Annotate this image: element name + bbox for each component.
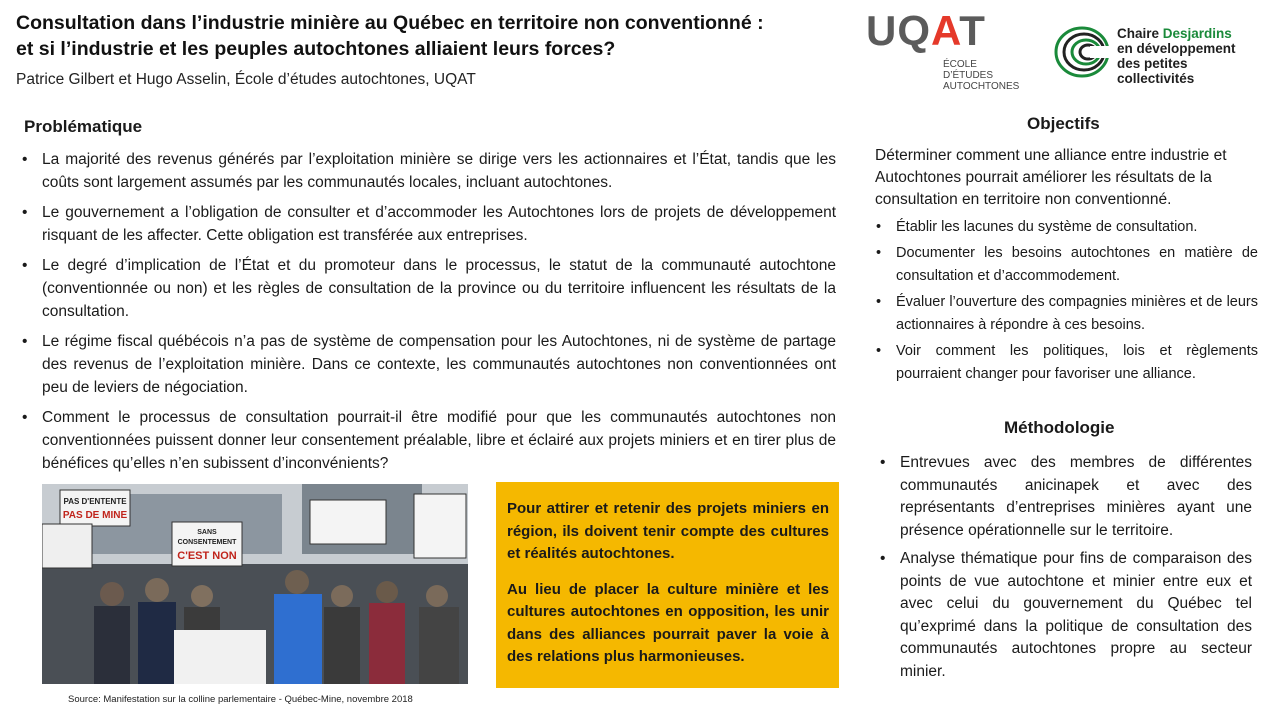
uqat-wordmark: UQAT: [866, 7, 986, 54]
objectifs-intro: Déterminer comment une alliance entre industrie et Autochtones pourrait améliorer les résultats de la consultation en territoire non conventionné.: [875, 147, 1227, 208]
list-item: • Analyse thématique pour fins de comparaison des points de vue autochtone et minier entre eux et avec celui du gouvernement du Québec tel qu’exprimé dans la politique de consultation des communautés autochtones propre au secteur minier.: [878, 548, 1252, 683]
key-message-1: Pour attirer et retenir des projets miniers en région, ils doivent tenir compte des cultures et réalités autochtones.: [507, 500, 829, 562]
objectifs-heading: Objectifs: [1027, 114, 1100, 133]
sign-cest-non: [172, 522, 242, 566]
desjardins-text: Chaire Desjardins en développement des petites collectivités: [1117, 26, 1236, 86]
svg-text:C'EST NON: C'EST NON: [177, 550, 237, 562]
list-item: • Le gouvernement a l’obligation de consulter et d’accommoder les Autochtones lors de projets de développement risquant de les affecter. Cette obligation est transférée aux entreprises.: [20, 201, 836, 247]
protest-photo-illustration: [42, 484, 468, 684]
title-line-2: et si l’industrie et les peuples autochtones alliaient leurs forces?: [16, 38, 616, 60]
objectifs-list: [874, 216, 1258, 389]
methodologie-heading: Méthodologie: [1004, 418, 1115, 437]
key-message-box: [496, 482, 839, 688]
svg-text:PAS DE MINE: PAS DE MINE: [62, 510, 128, 521]
list-item: • Établir les lacunes du système de consultation.: [874, 216, 1258, 239]
list-item: • Entrevues avec des membres de différentes communautés anicinapek et avec des représentants d’entreprises minières ayant une présence opérationnelle sur le territoire.: [878, 452, 1252, 542]
key-message-2: Au lieu de placer la culture minière et les cultures autochtones en opposition, les unir dans des alliances pourrait paver la voie à des relations plus harmonieuses.: [507, 580, 829, 665]
uqat-subtitle: ÉCOLE D’ÉTUDES AUTOCHTONES: [943, 59, 1020, 92]
methodologie-list: [878, 452, 1252, 689]
svg-text:CONSENTEMENT: CONSENTEMENT: [177, 539, 237, 546]
problematique-list: [20, 148, 836, 482]
desjardins-swirl-icon: [1054, 24, 1114, 80]
uqat-logo: [866, 7, 1026, 92]
sign-pas-de-mine: [60, 490, 130, 526]
list-item: • Le degré d’implication de l’État et du promoteur dans le processus, le statut de la communauté autochtone (conventionnée ou non) et les règles de consultation de la province ou du territoire influencent les résultats de la consultation.: [20, 254, 836, 323]
list-item: • Voir comment les politiques, lois et règlements pourraient changer pour favoriser une alliance.: [874, 340, 1258, 386]
authors: Patrice Gilbert et Hugo Asselin, École d’études autochtones, UQAT: [16, 71, 476, 88]
problematique-heading: Problématique: [24, 117, 143, 136]
svg-text:SANS: SANS: [197, 529, 217, 536]
desjardins-logo: [1054, 24, 1266, 84]
page-title: [16, 10, 846, 62]
title-line-1: Consultation dans l’industrie minière au Québec en territoire non conventionné :: [16, 12, 764, 34]
list-item: • Documenter les besoins autochtones en matière de consultation et d’accommodement.: [874, 242, 1258, 288]
list-item: • Évaluer l’ouverture des compagnies minières et de leurs actionnaires à répondre à ces besoins.: [874, 291, 1258, 337]
list-item: • La majorité des revenus générés par l’exploitation minière se dirige vers les actionnaires et l’État, tandis que les coûts sont largement assumés par les communautés locales, incluant autochtones.: [20, 148, 836, 194]
svg-text:PAS D'ENTENTE: PAS D'ENTENTE: [63, 497, 127, 506]
protest-photo: [42, 484, 468, 684]
photo-caption: Source: Manifestation sur la colline parlementaire - Québec-Mine, novembre 2018: [68, 694, 413, 705]
list-item: • Comment le processus de consultation pourrait-il être modifié pour que les communautés autochtones non conventionnées puissent donner leur consentement préalable, libre et éclairé aux projets miniers et en tirer plus de bénéfices qu’elles n’en subissent d’inconvénients?: [20, 406, 836, 475]
list-item: • Le régime fiscal québécois n’a pas de système de compensation pour les Autochtones, ni de système de partage des revenus de l’exploitation minière. Dans ce contexte, les communautés autochtones non conventionnées ont peu de leviers de négociation.: [20, 330, 836, 399]
